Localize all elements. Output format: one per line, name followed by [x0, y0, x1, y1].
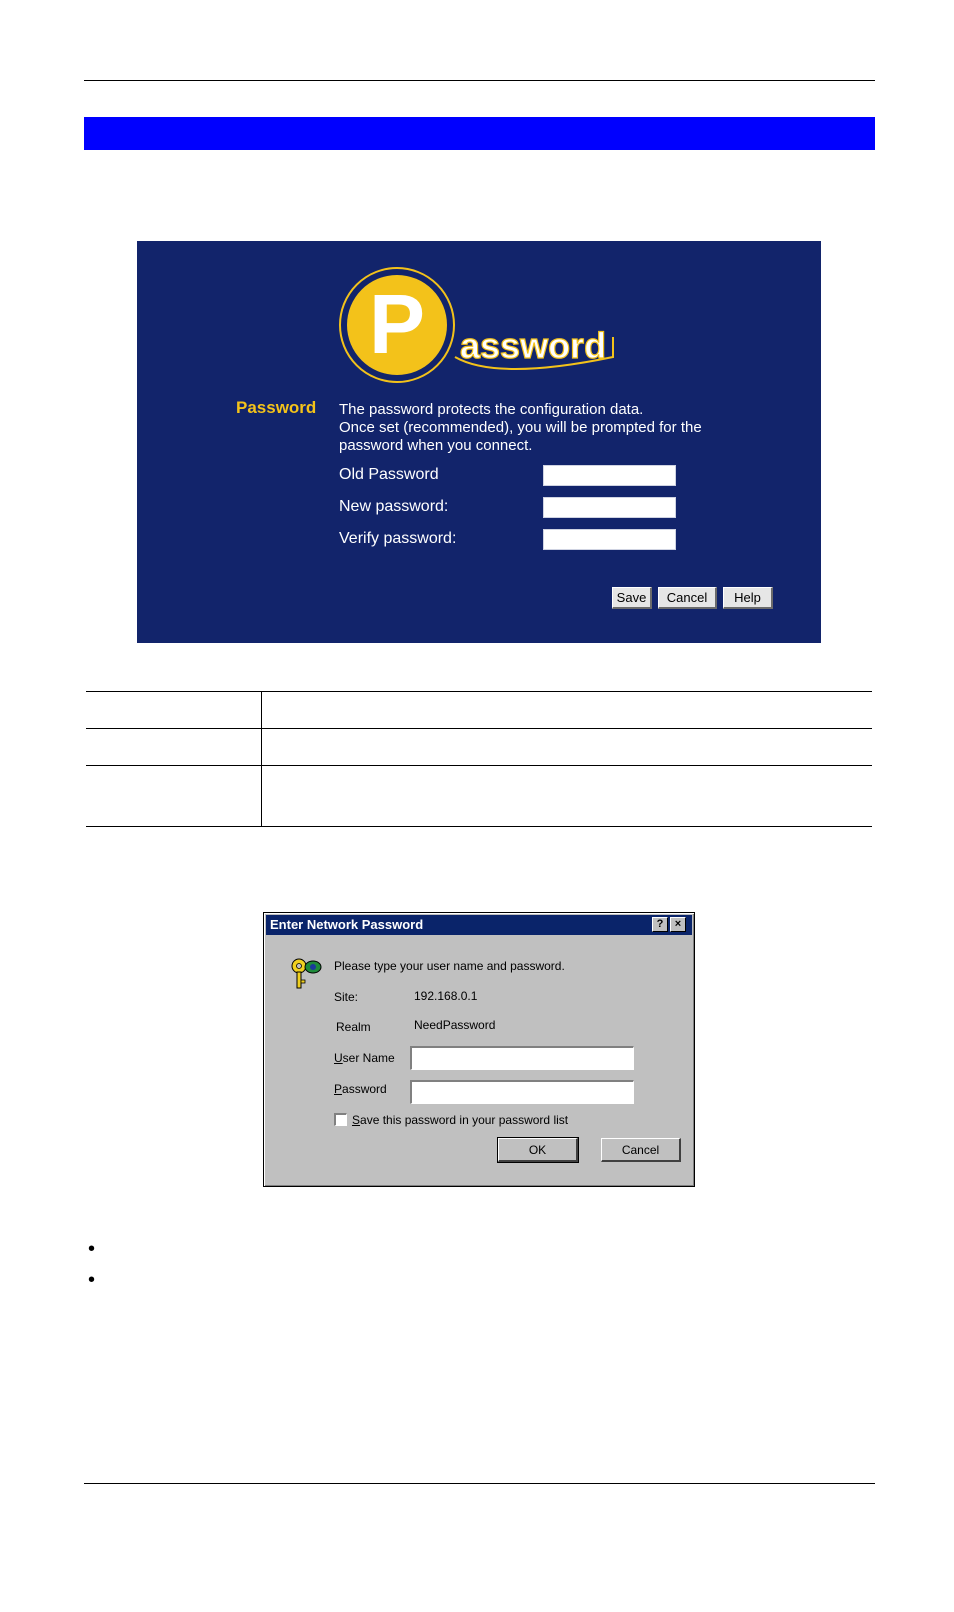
bullet: • — [88, 1238, 96, 1260]
dialog-cancel-button[interactable]: Cancel — [601, 1138, 681, 1162]
key-icon — [288, 955, 324, 991]
network-password-dialog — [263, 912, 695, 1187]
label-rest: ave this password in your password list — [360, 1113, 569, 1127]
close-icon[interactable]: × — [670, 917, 686, 932]
logo-letter: P — [368, 277, 426, 371]
new-password-input[interactable] — [543, 497, 676, 518]
cancel-button[interactable]: Cancel — [658, 587, 717, 609]
mnemonic: U — [334, 1051, 343, 1065]
description-line: The password protects the configuration data. — [339, 401, 644, 418]
description-line: Once set (recommended), you will be prompted for the — [339, 419, 702, 436]
mnemonic: S — [352, 1113, 361, 1127]
dialog-title-bar — [266, 915, 692, 935]
password-logo — [337, 265, 627, 385]
password-label — [334, 1082, 387, 1096]
description-line: password when you connect. — [339, 437, 533, 454]
table-rule — [86, 691, 872, 692]
header-rule — [84, 80, 875, 81]
logo-text: assword — [460, 325, 607, 366]
dialog-prompt: Please type your user name and password. — [334, 959, 565, 973]
bullet: • — [88, 1269, 96, 1291]
mnemonic: P — [334, 1082, 343, 1096]
password-screen — [137, 241, 821, 643]
password-input[interactable] — [410, 1080, 634, 1104]
section-heading-bar — [84, 117, 875, 150]
table-rule — [86, 765, 872, 766]
verify-password-input[interactable] — [543, 529, 676, 550]
old-password-input[interactable] — [543, 465, 676, 486]
user-name-input[interactable] — [410, 1046, 634, 1070]
ok-button[interactable]: OK — [498, 1138, 578, 1162]
table-column-divider — [261, 691, 262, 827]
user-name-label — [334, 1051, 395, 1065]
realm-label: Realm — [336, 1020, 371, 1034]
table-rule — [86, 826, 872, 827]
dialog-title: Enter Network Password — [270, 917, 424, 932]
realm-value: NeedPassword — [414, 1018, 496, 1032]
table-rule — [86, 728, 872, 729]
password-section-label: Password — [236, 398, 317, 417]
save-password-checkbox[interactable] — [334, 1113, 347, 1126]
footer-rule — [84, 1483, 875, 1484]
verify-password-label: Verify password: — [339, 530, 457, 547]
label-rest: assword — [342, 1082, 387, 1096]
site-label: Site: — [334, 990, 359, 1004]
save-button[interactable]: Save — [612, 587, 652, 609]
password-description — [339, 401, 739, 455]
old-password-label: Old Password — [339, 466, 439, 483]
help-icon[interactable]: ? — [652, 917, 668, 932]
help-button[interactable]: Help — [723, 587, 773, 609]
new-password-label: New password: — [339, 498, 449, 515]
site-value: 192.168.0.1 — [414, 989, 478, 1003]
label-rest: ser Name — [342, 1051, 395, 1065]
save-password-label[interactable] — [352, 1113, 568, 1127]
